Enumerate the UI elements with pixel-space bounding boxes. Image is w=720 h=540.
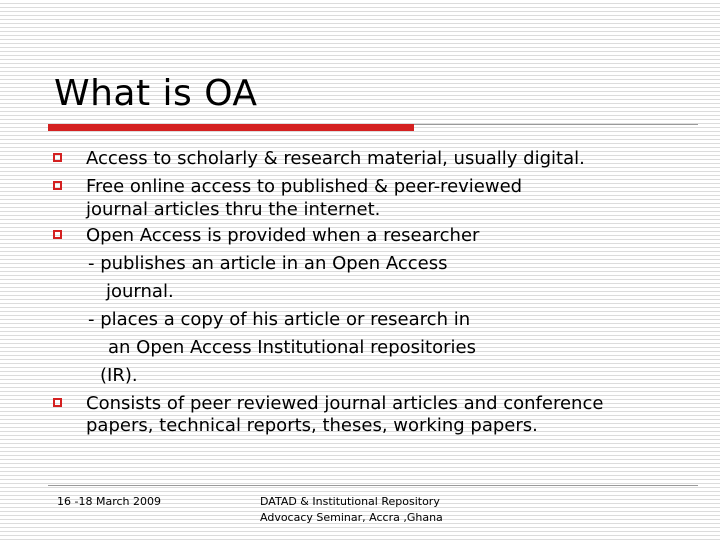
bullet-subitem-text: journal. bbox=[106, 281, 174, 302]
bullet-square-icon bbox=[53, 181, 62, 190]
footer-event-line1: DATAD & Institutional Repository bbox=[260, 495, 440, 508]
bullet-text: Consists of peer reviewed journal articles and conference bbox=[86, 393, 604, 414]
bullet-subitem-text: an Open Access Institutional repositories bbox=[108, 337, 476, 358]
title-accent-bar bbox=[48, 124, 414, 131]
bullet-text: Open Access is provided when a researcher bbox=[86, 225, 480, 246]
footer-date: 16 -18 March 2009 bbox=[57, 495, 161, 508]
footer-event-line2: Advocacy Seminar, Accra ,Ghana bbox=[260, 511, 443, 524]
bullet-subitem-text: (IR). bbox=[100, 365, 138, 386]
bullet-text: journal articles thru the internet. bbox=[86, 199, 381, 220]
bullet-text: Access to scholarly & research material, usually digital. bbox=[86, 148, 585, 169]
slide-title: What is OA bbox=[54, 73, 258, 114]
bullet-square-icon bbox=[53, 153, 62, 162]
bullet-square-icon bbox=[53, 398, 62, 407]
bullet-subitem-text: - places a copy of his article or research in bbox=[88, 309, 471, 330]
bullet-text: papers, technical reports, theses, working papers. bbox=[86, 415, 538, 436]
bullet-text: Free online access to published & peer-reviewed bbox=[86, 176, 523, 197]
bullet-square-icon bbox=[53, 230, 62, 239]
footer-divider bbox=[48, 485, 698, 486]
bullet-subitem-text: - publishes an article in an Open Access bbox=[88, 253, 448, 274]
